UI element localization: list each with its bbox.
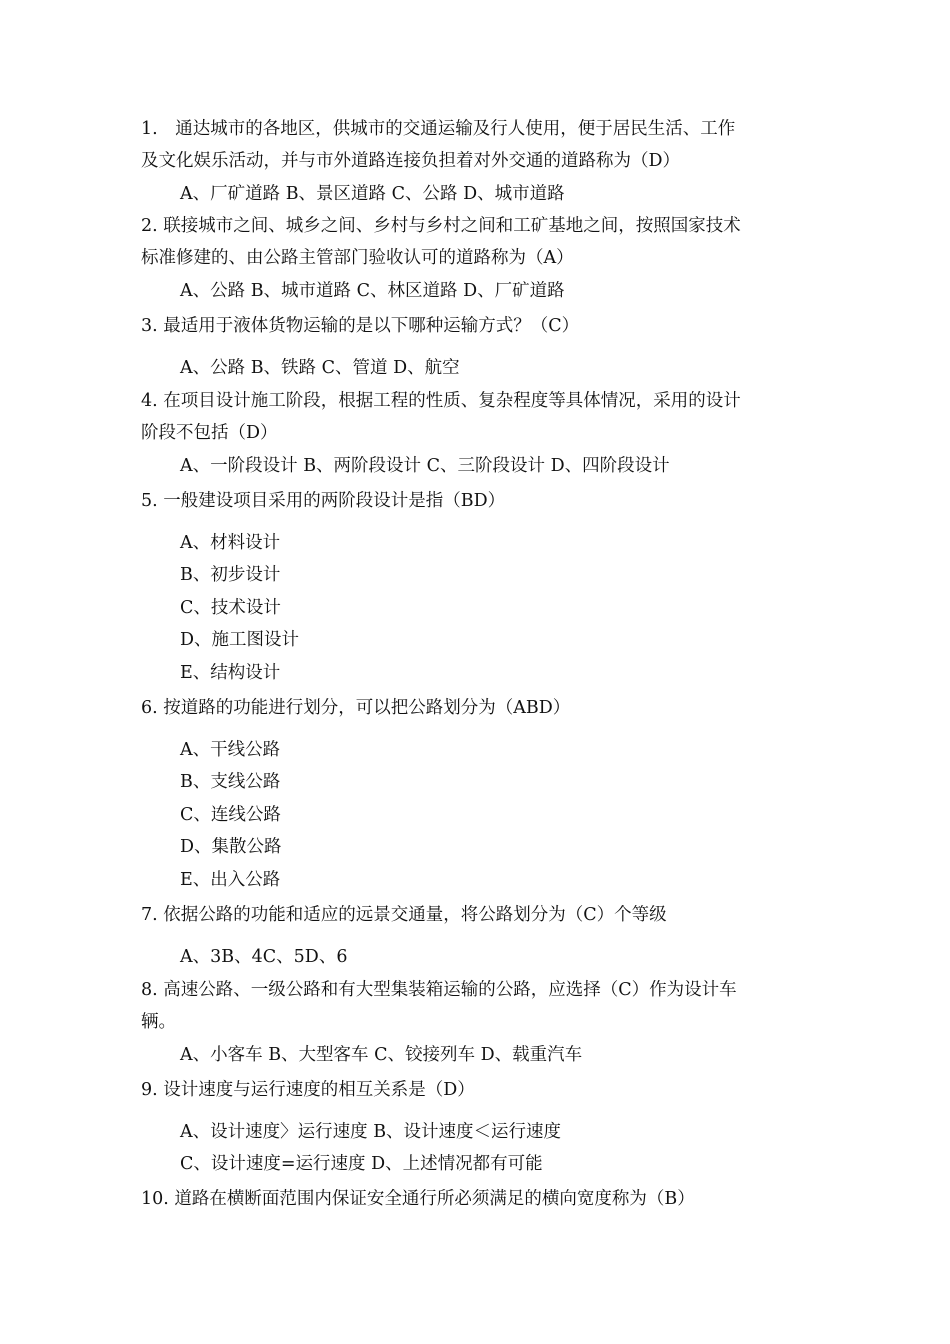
question-6-option-e: E、出入公路 [180,870,281,890]
question-7-line-1: 7. 依据公路的功能和适应的远景交通量，将公路划分为（C）个等级 [141,905,667,925]
question-3-options: A、公路 B、铁路 C、管道 D、航空 [180,358,460,378]
question-1-line-1: 1. 通达城市的各地区，供城市的交通运输及行人使用，便于居民生活、工作 [141,119,736,139]
question-6-option-a: A、干线公路 [180,740,281,760]
question-9-line-1: 9. 设计速度与运行速度的相互关系是（D） [141,1080,475,1100]
question-8-line-1: 8. 高速公路、一级公路和有大型集装箱运输的公路，应选择（C）作为设计车 [141,980,737,1000]
question-1-options: A、厂矿道路 B、景区道路 C、公路 D、城市道路 [180,184,565,204]
question-3-line-1: 3. 最适用于液体货物运输的是以下哪种运输方式？（C） [141,316,580,336]
question-6-option-d: D、集散公路 [180,837,282,857]
question-4-line-1: 4. 在项目设计施工阶段，根据工程的性质、复杂程度等具体情况，采用的设计 [141,391,741,411]
question-2-line-2: 标准修建的、由公路主管部门验收认可的道路称为（A） [141,248,574,268]
question-9-options-row-2: C、设计速度=运行速度 D、上述情况都有可能 [180,1154,543,1174]
question-1-line-2: 及文化娱乐活动，并与市外道路连接负担着对外交通的道路称为（D） [141,151,681,171]
question-2-line-1: 2. 联接城市之间、城乡之间、乡村与乡村之间和工矿基地之间，按照国家技术 [141,216,741,236]
question-6-line-1: 6. 按道路的功能进行划分，可以把公路划分为（ABD） [141,698,571,718]
question-6-option-c: C、连线公路 [180,805,281,825]
question-5-option-e: E、结构设计 [180,663,281,683]
question-10-line-1: 10. 道路在横断面范围内保证安全通行所必须满足的横向宽度称为（B） [141,1189,695,1209]
question-8-options: A、小客车 B、大型客车 C、铰接列车 D、载重汽车 [180,1045,583,1065]
question-5-line-1: 5. 一般建设项目采用的两阶段设计是指（BD） [141,491,506,511]
question-5-option-a: A、材料设计 [180,533,281,553]
question-2-options: A、公路 B、城市道路 C、林区道路 D、厂矿道路 [180,281,565,301]
question-8-line-2: 辆。 [141,1012,176,1032]
question-4-line-2: 阶段不包括（D） [141,423,278,443]
question-5-option-d: D、施工图设计 [180,630,300,650]
question-5-option-b: B、初步设计 [180,565,281,585]
question-7-options: A、3B、4C、5D、6 [180,947,348,967]
question-5-option-c: C、技术设计 [180,598,281,618]
question-9-options-row-1: A、设计速度〉运行速度 B、设计速度＜运行速度 [180,1122,562,1142]
question-4-options: A、一阶段设计 B、两阶段设计 C、三阶段设计 D、四阶段设计 [180,456,670,476]
question-6-option-b: B、支线公路 [180,772,281,792]
